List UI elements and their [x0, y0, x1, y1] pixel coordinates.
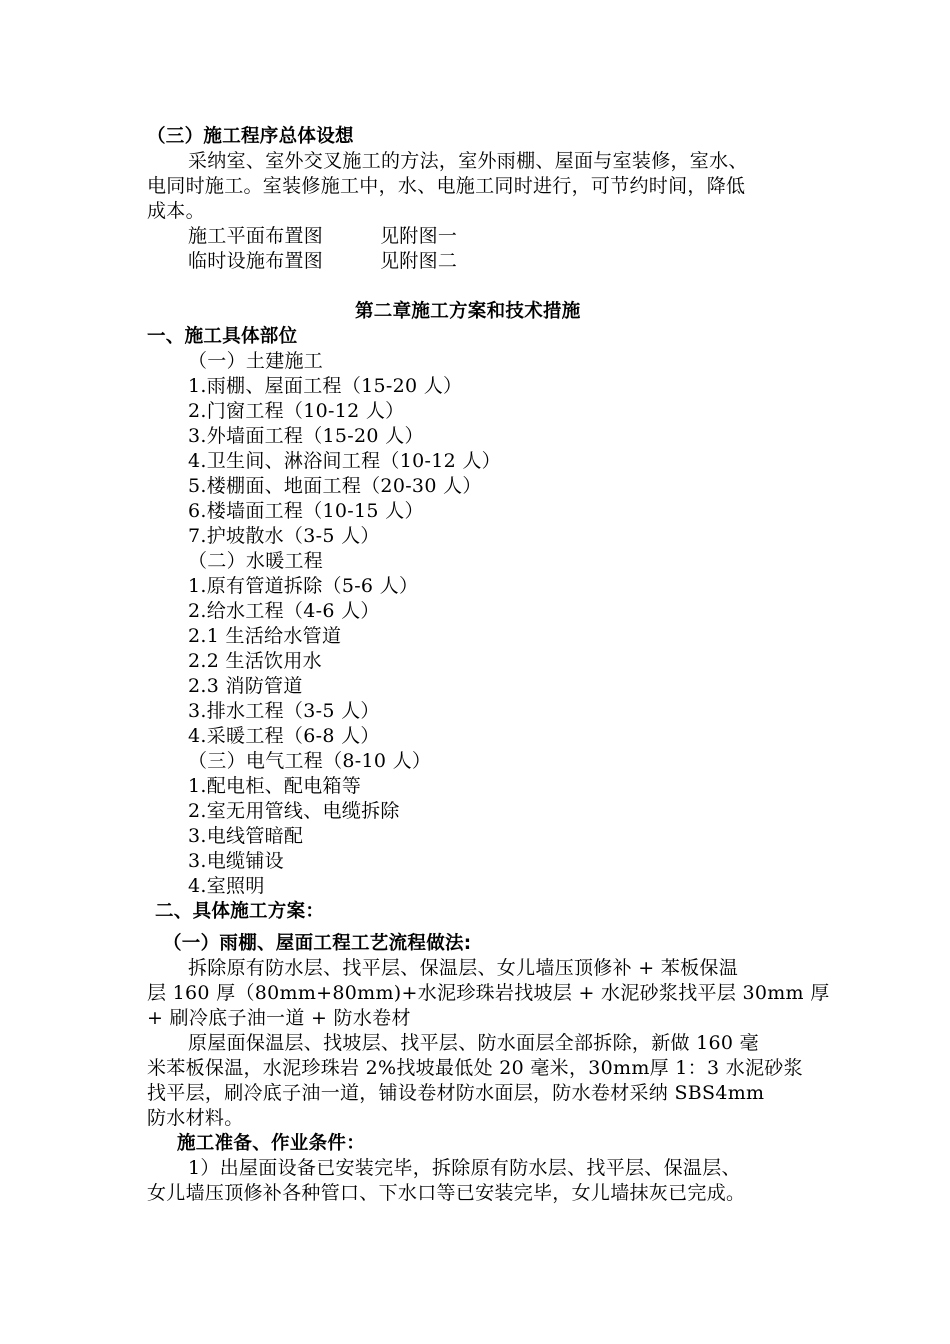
- list-item: 1.配电柜、配电箱等: [188, 775, 362, 797]
- paragraph-line: + 刷冷底子油一道 + 防水卷材: [147, 1007, 411, 1029]
- list-item: 3.排水工程（3-5 人）: [188, 700, 380, 722]
- part-heading: 一、施工具体部位: [147, 326, 298, 347]
- chapter-title: 第二章施工方案和技术措施: [355, 301, 581, 322]
- section-heading: （三）施工程序总体设想: [147, 126, 354, 147]
- list-item: 2.1 生活给水管道: [188, 625, 342, 647]
- paragraph-line: 成本。: [147, 200, 205, 222]
- subsection-heading: （一）土建施工: [188, 350, 324, 372]
- subsection-heading: （二）水暖工程: [188, 550, 324, 572]
- reference-label: 临时设施布置图: [188, 250, 324, 272]
- list-item: 4.卫生间、淋浴间工程（10-12 人）: [188, 450, 501, 472]
- subsection-heading: （一）雨棚、屋面工程工艺流程做法:: [163, 933, 472, 954]
- reference-label: 施工平面布置图: [188, 225, 324, 247]
- subsection-heading: 施工准备、作业条件：: [177, 1133, 366, 1154]
- list-item: 1.原有管道拆除（5-6 人）: [188, 575, 419, 597]
- list-item: 7.护坡散水（3-5 人）: [188, 525, 380, 547]
- paragraph-line: 层 160 厚（80mm+80mm)+水泥珍珠岩找坡层 + 水泥砂浆找平层 30mm 厚: [147, 982, 830, 1004]
- paragraph-line: 米苯板保温，水泥珍珠岩 2%找坡最低处 20 毫米，30mm厚 1：3 水泥砂浆: [147, 1057, 803, 1079]
- list-item: 6.楼墙面工程（10-15 人）: [188, 500, 424, 522]
- list-item: 1.雨棚、屋面工程（15-20 人）: [188, 375, 463, 397]
- paragraph-line: 找平层，刷冷底子油一道，铺设卷材防水面层，防水卷材采纳 SBS4mm: [147, 1082, 765, 1104]
- list-item: 2.3 消防管道: [188, 675, 303, 697]
- list-item: 4.室照明: [188, 875, 265, 897]
- reference-value: 见附图一: [380, 225, 458, 247]
- reference-value: 见附图二: [380, 250, 458, 272]
- list-item: 2.门窗工程（10-12 人）: [188, 400, 405, 422]
- list-item: 3.电线管暗配: [188, 825, 304, 847]
- list-item: 3.外墙面工程（15-20 人）: [188, 425, 424, 447]
- list-item: 2.给水工程（4-6 人）: [188, 600, 380, 622]
- paragraph-line: 采纳室、室外交叉施工的方法，室外雨棚、屋面与室装修，室水、: [188, 150, 748, 172]
- list-item: 3.电缆铺设: [188, 850, 284, 872]
- paragraph-line: 女儿墙压顶修补各种管口、下水口等已安装完毕，女儿墙抹灰已完成。: [147, 1182, 746, 1204]
- list-item: 2.室无用管线、电缆拆除: [188, 800, 400, 822]
- paragraph-line: 拆除原有防水层、找平层、保温层、女儿墙压顶修补 + 苯板保温: [188, 957, 739, 979]
- paragraph-line: 原屋面保温层、找坡层、找平层、防水面层全部拆除，新做 160 毫: [188, 1032, 759, 1054]
- paragraph-line: 电同时施工。室装修施工中，水、电施工同时进行，可节约时间，降低: [147, 175, 746, 197]
- list-item: 2.2 生活饮用水: [188, 650, 322, 672]
- list-item: 5.楼棚面、地面工程（20-30 人）: [188, 475, 482, 497]
- paragraph-line: 1）出屋面设备已安装完毕，拆除原有防水层、找平层、保温层、: [188, 1157, 741, 1179]
- subsection-heading: （三）电气工程（8-10 人）: [188, 750, 432, 772]
- paragraph-line: 防水材料。: [147, 1107, 244, 1129]
- part-heading: 二、具体施工方案：: [155, 901, 325, 922]
- list-item: 4.采暖工程（6-8 人）: [188, 725, 380, 747]
